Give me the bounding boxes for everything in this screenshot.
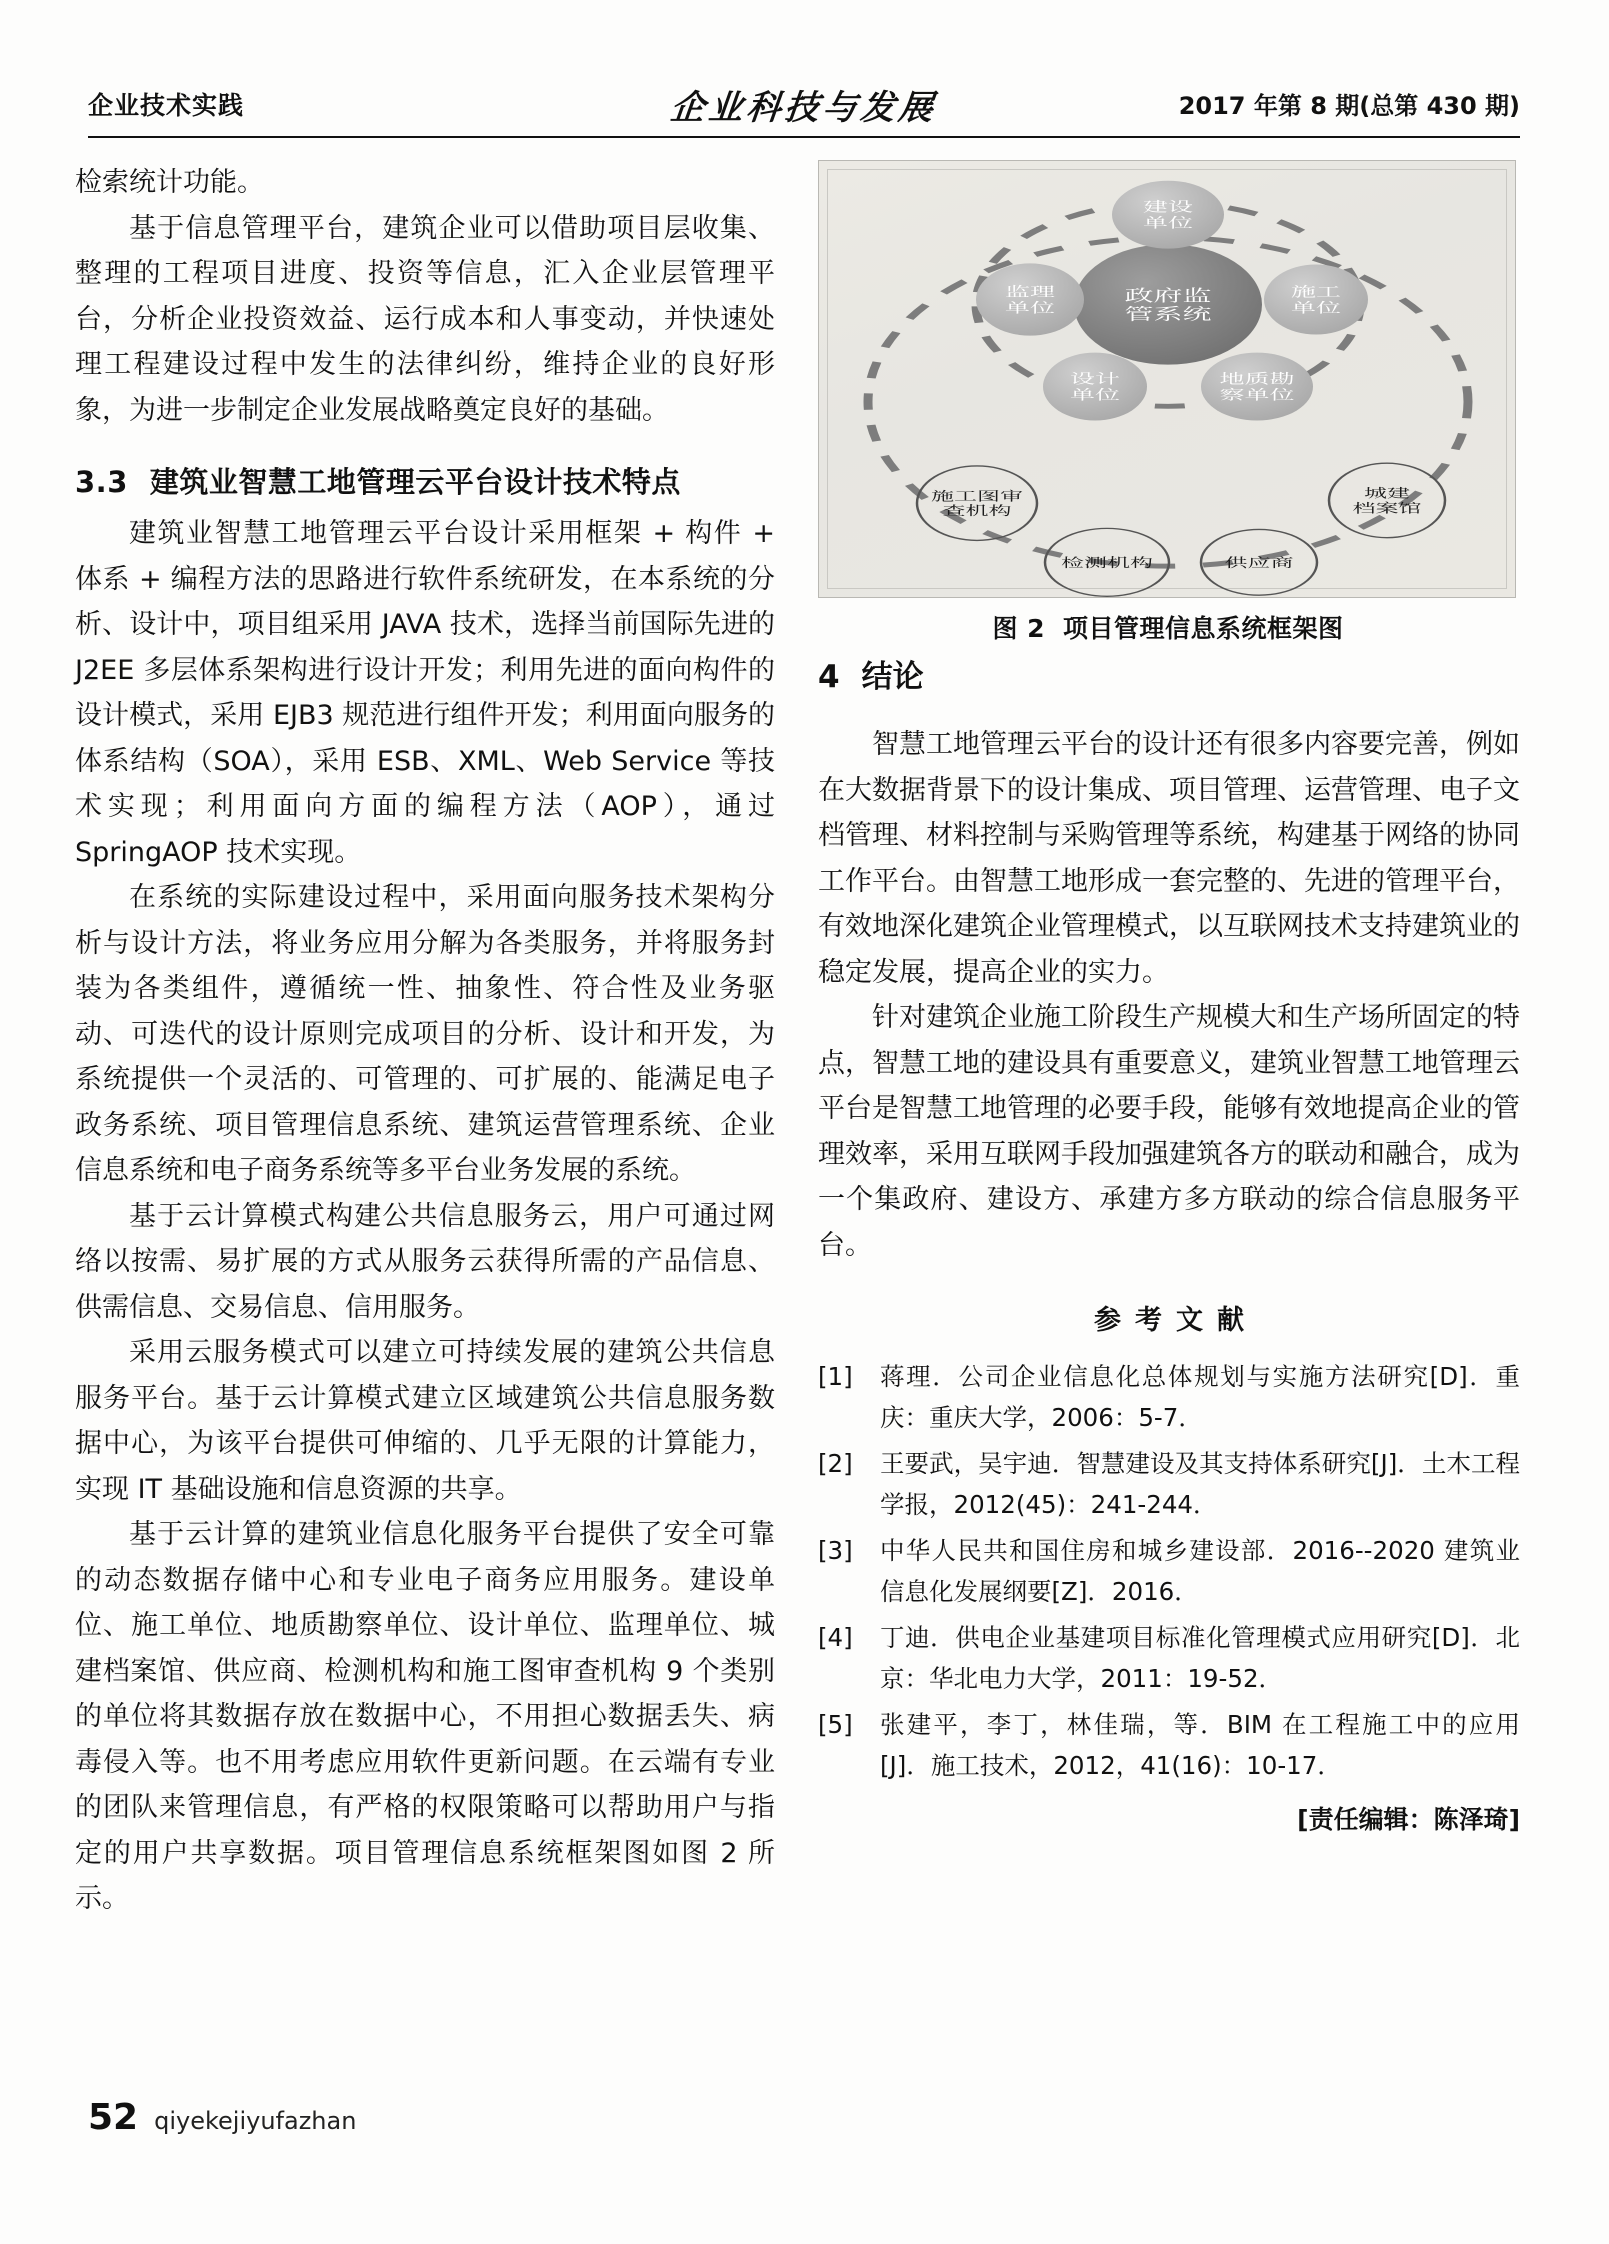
svg-text:建设单位: 建设单位 — [1143, 198, 1193, 232]
running-head — [88, 84, 1520, 144]
paragraph: 在系统的实际建设过程中，采用面向服务技术架构分析与设计方法，将业务应用分解为各类服务，并将服务封装为各类组件，遵循统一性、抽象性、符合性及业务驱动、可迭代的设计原则完成项目的分析、设计和开发，为系统提供一个灵活的、可管理的、可扩展的、能满足电子政务系统、项目管理信息系统、建筑运营管理系统、企业信息系统和电子商务系统等多平台业务发展的系统。 — [75, 882, 775, 1186]
journal-pinyin: qiyekejiyufazhan — [154, 2107, 357, 2135]
figure-caption — [818, 610, 1518, 648]
reference-tag: [4] — [818, 1622, 853, 1652]
reference-item — [818, 1356, 1520, 1438]
reference-item — [818, 1443, 1520, 1525]
svg-text:监理单位: 监理单位 — [1005, 283, 1055, 316]
diagram-node-施工图审查机构 — [917, 466, 1037, 540]
header-rule — [88, 136, 1520, 138]
paragraph: 建筑业智慧工地管理云平台设计采用框架 + 构件 + 体系 + 编程方法的思路进行软件系统研发，在本系统的分析、设计中，项目组采用 JAVA 技术，选择当前国际先进的 J2EE 多层体系架构进行设计开发；利用先进的面向构件的设计模式，采用 EJB3 规范进行组件开发；利用面向服务的体系结构（SOA），采用 ESB、XML、Web Service 等技术实现；利用面向方面的编程方法（AOP），通过 SpringAOP 技术实现。 — [75, 518, 775, 868]
reference-tag: [3] — [818, 1535, 853, 1565]
paragraph: 基于云计算的建筑业信息化服务平台提供了安全可靠的动态数据存储中心和专业电子商务应用服务。建设单位、施工单位、地质勘察单位、设计单位、监理单位、城建档案馆、供应商、检测机构和施工图审查机构 9 个类别的单位将其数据存放在数据中心，不用担心数据丢失、病毒侵入等。也不用考虑应用软件更新问题。在云端有专业的团队来管理信息，有严格的权限策略可以帮助用户与指定的用户共享数据。项目管理信息系统框架图如图 2 所示。 — [75, 1519, 775, 1914]
svg-text:检测机构: 检测机构 — [1061, 555, 1153, 571]
left-column — [75, 160, 775, 1922]
paragraph: 基于信息管理平台，建筑企业可以借助项目层收集、整理的工程项目进度、投资等信息，汇入企业层管理平台，分析企业投资效益、运行成本和人事变动，并快速处理工程建设过程中发生的法律纠纷，维持企业的良好形象，为进一步制定企业发展战略奠定良好的基础。 — [75, 212, 775, 426]
svg-text:供应商: 供应商 — [1224, 555, 1294, 571]
continued-paragraph: 检索统计功能。 — [75, 167, 264, 198]
figure-number: 图 2 — [992, 614, 1046, 643]
framework-diagram — [819, 161, 1516, 598]
issue-info: 2017 年第 8 期(总第 430 期) — [1178, 92, 1520, 120]
reference-tag: [5] — [818, 1709, 853, 1739]
reference-list — [818, 1356, 1520, 1786]
diagram-node-检测机构 — [1045, 528, 1169, 596]
svg-text:地质勘察单位: 地质勘察单位 — [1219, 370, 1295, 403]
reference-item — [818, 1704, 1520, 1786]
reference-tag: [2] — [818, 1448, 853, 1478]
section-title: 结论 — [861, 659, 924, 695]
page-footer — [88, 2097, 357, 2138]
diagram-node-监理单位 — [976, 263, 1084, 335]
section-heading-4 — [818, 654, 1520, 700]
right-column — [818, 160, 1520, 1840]
diagram-node-城建档案馆 — [1329, 463, 1445, 537]
diagram-node-施工单位 — [1264, 264, 1368, 334]
diagram-node-设计单位 — [1043, 353, 1147, 421]
running-head-left: 企业技术实践 — [88, 91, 245, 120]
paragraph: 采用云服务模式可以建立可持续发展的建筑公共信息服务平台。基于云计算模式建立区域建筑公共信息服务数据中心，为该平台提供可伸缩的、几乎无限的计算能力，实现 IT 基础设施和信息资源的共享。 — [75, 1337, 775, 1505]
editor-credit: [责任编辑：陈泽琦] — [1297, 1804, 1520, 1834]
diagram-node-地质勘察单位 — [1201, 353, 1313, 421]
reference-tag: [1] — [818, 1361, 853, 1391]
reference-text: 丁迪．供电企业基建项目标准化管理模式应用研究[D]．北京：华北电力大学，2011：19-52． — [880, 1622, 1520, 1693]
figure-image — [818, 160, 1516, 598]
references-heading: 参考文献 — [1094, 1305, 1258, 1336]
reference-item — [818, 1530, 1520, 1612]
svg-text:设计单位: 设计单位 — [1070, 370, 1120, 403]
section-number: 4 — [818, 659, 840, 695]
section-number: 3.3 — [75, 465, 128, 499]
paragraph: 基于云计算模式构建公共信息服务云，用户可通过网络以按需、易扩展的方式从服务云获得所需的产品信息、供需信息、交易信息、信用服务。 — [75, 1200, 775, 1323]
reference-text: 中华人民共和国住房和城乡建设部．2016--2020 建筑业信息化发展纲要[Z]．2016． — [880, 1535, 1520, 1606]
svg-text:施工图审查机构: 施工图审查机构 — [931, 489, 1023, 519]
figure-caption-text: 项目管理信息系统框架图 — [1063, 614, 1344, 643]
svg-text:施工单位: 施工单位 — [1291, 283, 1341, 316]
figure-2 — [818, 160, 1518, 648]
page-number: 52 — [88, 2097, 139, 2138]
svg-text:城建档案馆: 城建档案馆 — [1352, 486, 1422, 516]
paragraph: 智慧工地管理云平台的设计还有很多内容要完善，例如在大数据背景下的设计集成、项目管理、运营管理、电子文档管理、材料控制与采购管理等系统，构建基于网络的协同工作平台。由智慧工地形成一套完整的、先进的管理平台，有效地深化建筑企业管理模式，以互联网技术支持建筑业的稳定发展，提高企业的实力。 — [818, 729, 1520, 988]
reference-text: 蒋理．公司企业信息化总体规划与实施方法研究[D]．重庆：重庆大学，2006：5-7． — [880, 1361, 1520, 1432]
journal-title-logo: 企业科技与发展 — [668, 88, 939, 128]
svg-text:政府监管系统: 政府监管系统 — [1124, 285, 1212, 324]
section-heading-3-3 — [75, 459, 775, 505]
diagram-node-center — [1074, 244, 1262, 364]
diagram-node-建设单位 — [1112, 181, 1224, 249]
reference-text: 王要武，吴宇迪．智慧建设及其支持体系研究[J]．土木工程学报，2012(45)：241-244． — [880, 1448, 1520, 1519]
reference-item — [818, 1617, 1520, 1699]
paragraph: 针对建筑企业施工阶段生产规模大和生产场所固定的特点，智慧工地的建设具有重要意义，建筑业智慧工地管理云平台是智慧工地管理的必要手段，能够有效地提高企业的管理效率，采用互联网手段加强建筑各方的联动和融合，成为一个集政府、建设方、承建方多方联动的综合信息服务平台。 — [818, 1002, 1520, 1261]
reference-text: 张建平，李丁，林佳瑞，等．BIM 在工程施工中的应用[J]．施工技术，2012，41(16)：10-17． — [880, 1709, 1520, 1780]
section-title: 建筑业智慧工地管理云平台设计技术特点 — [149, 465, 681, 499]
